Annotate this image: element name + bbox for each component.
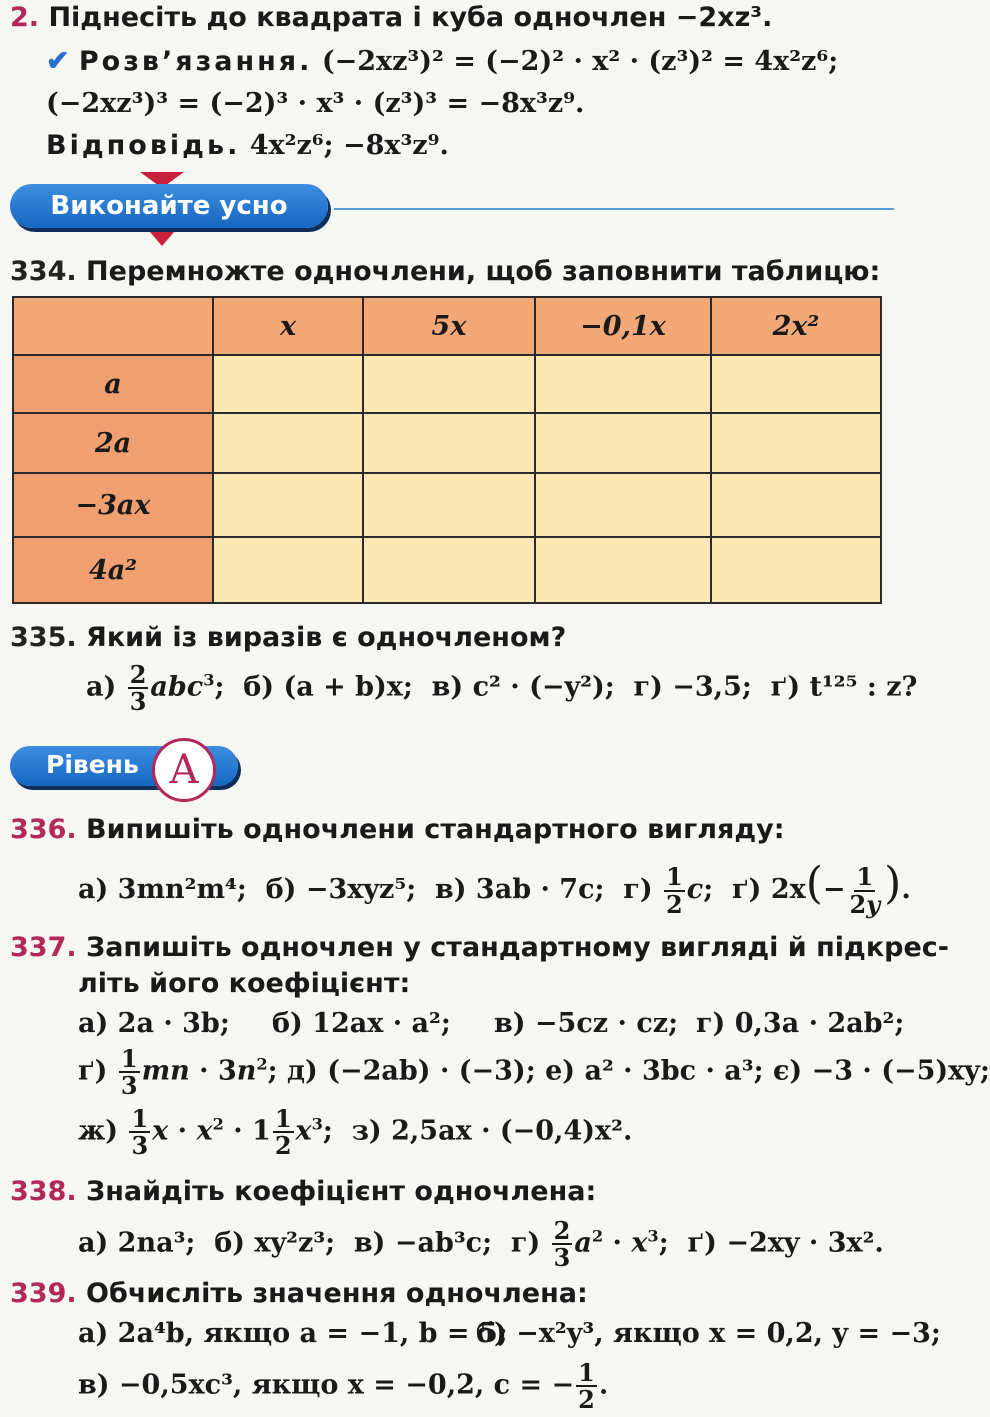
banner-oral: Виконайте усно: [10, 184, 328, 228]
ex335-options: а) $\frac{2}{3}$ abc$^3$; б) (a + b)x; в) c² · (−y²); г) −3,5; ґ) t¹²⁵ : z?: [86, 660, 918, 717]
table-cell: [213, 413, 363, 473]
ex337-line-1: [10, 932, 949, 963]
ex337-row-3: ж) $\frac{1}{3}$ $x \cdot x^2 \cdot 1$ $\frac{1}{2}$ $x^3$; з) 2,5ax · (−0,4)x².: [78, 1104, 633, 1161]
table-cell: [711, 413, 881, 473]
ex337-number: 337.: [10, 932, 77, 963]
option-z: з) 2,5ax · (−0,4)x².: [351, 1115, 633, 1147]
banner-ribbon-bottom: [150, 232, 174, 246]
table-cell: [535, 473, 711, 537]
option-a: а): [86, 671, 117, 703]
ex334-number: 334.: [10, 256, 77, 287]
checkmark-icon: ✔: [46, 44, 70, 77]
ex335-line: [10, 622, 566, 653]
table-col-header: x: [213, 297, 363, 355]
table-cell: [711, 537, 881, 603]
option-ye: є) −3 · (−5)xy;: [772, 1055, 990, 1087]
table-cell: [213, 473, 363, 537]
table-cell: [213, 537, 363, 603]
table-cell: [711, 355, 881, 413]
table-cell: [535, 413, 711, 473]
divider-line: [334, 208, 894, 210]
fraction-one-half: $\frac{1}{2}$: [274, 1104, 292, 1161]
table-col-header: −0,1x: [535, 297, 711, 355]
ex335-text: Який із виразів є одночленом?: [86, 622, 567, 653]
ex334-text: Перемножте одночлени, щоб заповнити таблицю:: [86, 256, 881, 287]
table-cell: [363, 537, 535, 603]
fraction-one-third: $\frac{1}{3}$: [131, 1104, 149, 1161]
option-zh: ж): [78, 1115, 119, 1147]
ex337-row-2: ґ) $\frac{1}{3}$ mn · $3n^2$; д) (−2ab) · (−3); е) a² · 3bc · a³; є) −3 · (−5)xy;: [78, 1044, 990, 1101]
example-task: Піднесіть до квадрата і куба одночлен −2xz³.: [48, 2, 773, 33]
table-cell: [535, 355, 711, 413]
answer-label: Відповідь.: [46, 130, 241, 161]
option-g: г): [623, 874, 653, 905]
option-a: а) 2na³;: [78, 1227, 196, 1259]
ex334-line: [10, 256, 880, 287]
ex336-number: 336.: [10, 814, 77, 845]
table-col-header: 5x: [363, 297, 535, 355]
level-letter: А: [152, 738, 216, 802]
ex339-number: 339.: [10, 1278, 77, 1309]
option-e: е) a² · 3bc · a³;: [545, 1055, 764, 1087]
example-number: 2.: [10, 2, 40, 33]
option-b: б) −3xyz⁵;: [265, 874, 417, 905]
solution-formula-2: (−2xz³)³ = (−2)³ · x³ · (z³)³ = −8x³z⁹.: [46, 88, 585, 119]
option-v: в) c² · (−y²);: [431, 671, 615, 703]
option-b: б) (a + b)x;: [243, 671, 413, 703]
ex337-text-2: літь його коефіцієнт:: [78, 968, 411, 999]
ex337-text-1: Запишіть одночлен у стандартному вигляді й підкрес-: [86, 932, 949, 963]
ex339-line: [10, 1278, 588, 1309]
answer-line: [46, 130, 449, 161]
ex338-text: Знайдіть коефіцієнт одночлена:: [86, 1176, 597, 1207]
ex338-options: а) 2na³; б) xy²z³; в) −ab³c; г) $\frac{2}{3}$ $a^2 \cdot x^3$; ґ) −2xy · 3x².: [78, 1216, 884, 1273]
option-v: в) −0,5xc³, якщо x = −0,2, c = −: [78, 1369, 575, 1401]
option-b: б) 12ax · a²;: [272, 1008, 451, 1039]
solution-line-1: [46, 44, 838, 77]
ex335-number: 335.: [10, 622, 77, 653]
fraction-two-thirds: $\frac{2}{3}$: [129, 660, 147, 717]
option-a: а) 2a⁴b, якщо a = −1, b = 5;: [78, 1318, 508, 1349]
fraction-two-thirds: $\frac{2}{3}$: [553, 1216, 571, 1273]
ex339-text: Обчисліть значення одночлена:: [86, 1278, 588, 1309]
ex336-text: Випишіть одночлени стандартного вигляду:: [86, 814, 785, 845]
option-d: д) (−2ab) · (−3);: [287, 1055, 536, 1087]
option-gg: ґ): [78, 1055, 108, 1087]
level-label: Рівень: [46, 750, 139, 779]
option-v: в) 3ab · 7c;: [434, 874, 605, 905]
table-row-header: a: [13, 355, 213, 413]
option-a: а) 2a · 3b;: [78, 1008, 230, 1039]
option-gg: ґ) −2xy · 3x².: [687, 1227, 884, 1259]
option-gg: ґ) 2x: [731, 874, 806, 905]
option-g: г) 0,3a · 2ab²;: [696, 1008, 905, 1039]
ex339-row-2: в) −0,5xc³, якщо x = −0,2, c = − $\frac{1}{2}$ .: [78, 1358, 609, 1415]
table-cell: [535, 537, 711, 603]
table-cell: [363, 355, 535, 413]
table-cell: [363, 413, 535, 473]
ex338-line: [10, 1176, 596, 1207]
option-v: в) −ab³c;: [353, 1227, 493, 1259]
option-b: б) xy²z³;: [214, 1227, 336, 1259]
fraction-one-half: $\frac{1}{2}$: [578, 1358, 595, 1415]
fraction-one-half: $\frac{1}{2}$: [666, 862, 683, 919]
answer-value: 4x²z⁶; −8x³z⁹.: [249, 130, 449, 161]
table-col-header: 2x²: [711, 297, 881, 355]
table-cell: [363, 473, 535, 537]
table-corner: [13, 297, 213, 355]
table-row-header: 4a²: [13, 537, 213, 603]
option-v: в) −5cz · cz;: [494, 1008, 679, 1039]
table-cell: [711, 473, 881, 537]
example-task-line: [10, 2, 772, 33]
table-row-header: −3ax: [13, 473, 213, 537]
table-cell: [213, 355, 363, 413]
solution-label: Розв’язання.: [78, 46, 313, 77]
option-a: а) 3mn²m⁴;: [78, 874, 247, 905]
solution-formula-1: (−2xz³)² = (−2)² · x² · (z³)² = 4x²z⁶;: [321, 46, 839, 77]
option-g: г) −3,5;: [633, 671, 752, 703]
option-b: б) −x²y³, якщо x = 0,2, y = −3;: [476, 1318, 941, 1349]
ex338-number: 338.: [10, 1176, 77, 1207]
fraction-one-over-2y: $\frac{1}{2y}$: [849, 862, 881, 919]
ex336-line: [10, 814, 785, 845]
ex336-options: а) 3mn²m⁴; б) −3xyz⁵; в) 3ab · 7c; г) $\frac{1}{2}$ c; ґ) 2x(− $\frac{1}{2y}$ ).: [78, 858, 911, 919]
table-row-header: 2a: [13, 413, 213, 473]
option-g: г): [510, 1227, 541, 1259]
fraction-one-third: $\frac{1}{3}$: [120, 1044, 138, 1101]
multiplication-table: [12, 296, 882, 604]
option-gg: ґ) t¹²⁵ : z?: [770, 671, 918, 703]
